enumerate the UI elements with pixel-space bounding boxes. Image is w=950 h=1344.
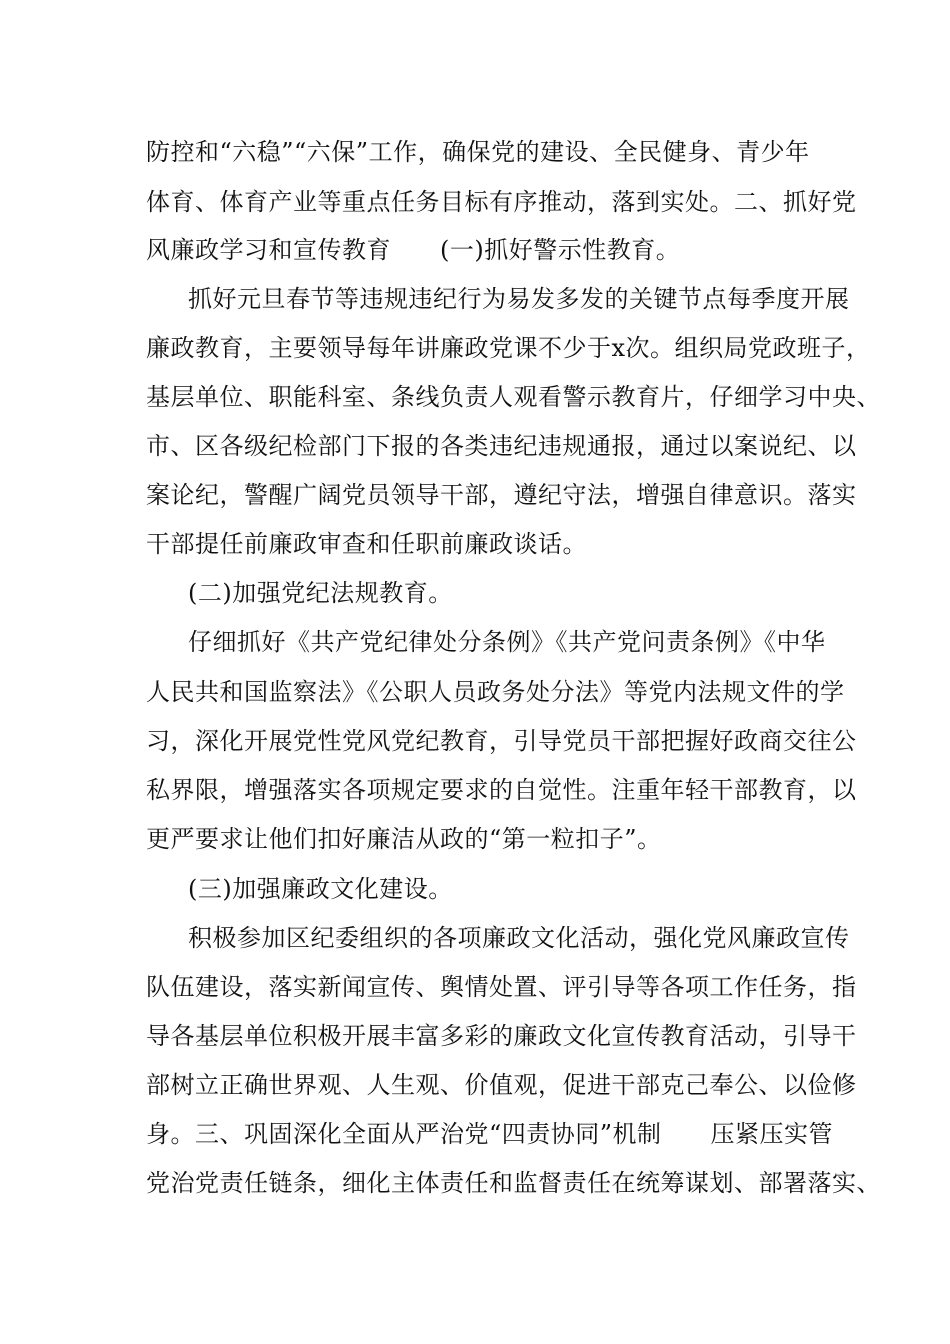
text-line: 防控和“六稳”“六保”工作，确保党的建设、全民健身、青少年 xyxy=(146,138,810,166)
text-line: 习，深化开展党性党风党纪教育，引导党员干部把握好政商交往公 xyxy=(146,727,857,755)
text-line: 体育、体育产业等重点任务目标有序推动，落到实处。二、抓好党 xyxy=(146,188,857,216)
text-line: 人民共和国监察法》《公职人员政务处分法》等党内法规文件的学 xyxy=(146,678,845,706)
text-line: 导各基层单位积极开展丰富多彩的廉政文化宣传教育活动，引导干 xyxy=(146,1022,857,1050)
text-line: 更严要求让他们扣好廉洁从政的“第一粒扣子”。 xyxy=(146,825,662,853)
text-line: 风廉政学习和宣传教育 (一)抓好警示性教育。 xyxy=(146,236,681,264)
text-line: 部树立正确世界观、人生观、价值观，促进干部克己奉公、以俭修 xyxy=(146,1071,857,1099)
text-line: 党治党责任链条，细化主体责任和监督责任在统筹谋划、部署落实、 xyxy=(146,1169,881,1197)
text-line: 队伍建设，落实新闻宣传、舆情处置、评引导等各项工作任务，指 xyxy=(146,973,857,1001)
text-line: 市、区各级纪检部门下报的各类违纪违规通报，通过以案说纪、以 xyxy=(146,432,857,460)
text-line: 基层单位、职能科室、条线负责人观看警示教育片，仔细学习中央、 xyxy=(146,383,881,411)
text-line: 干部提任前廉政审查和任职前廉政谈话。 xyxy=(146,530,587,558)
text-line: 积极参加区纪委组织的各项廉政文化活动，强化党风廉政宣传 xyxy=(188,924,850,952)
text-line: 案论纪，警醒广阔党员领导干部，遵纪守法，增强自律意识。落实 xyxy=(146,481,857,509)
text-line: 私界限，增强落实各项规定要求的自觉性。注重年轻干部教育，以 xyxy=(146,776,857,804)
text-line: 廉政教育，主要领导每年讲廉政党课不少于x次。组织局党政班子， xyxy=(146,334,871,362)
text-line: 抓好元旦春节等违规违纪行为易发多发的关键节点每季度开展 xyxy=(188,285,850,313)
section-heading: (二)加强党纪法规教育。 xyxy=(188,579,453,607)
text-line: 身。三、巩固深化全面从严治党“四责协同”机制 压紧压实管 xyxy=(146,1120,834,1148)
section-heading: (三)加强廉政文化建设。 xyxy=(188,875,453,903)
text-line: 仔细抓好《共产党纪律处分条例》《共产党问责条例》《中华 xyxy=(188,628,826,656)
